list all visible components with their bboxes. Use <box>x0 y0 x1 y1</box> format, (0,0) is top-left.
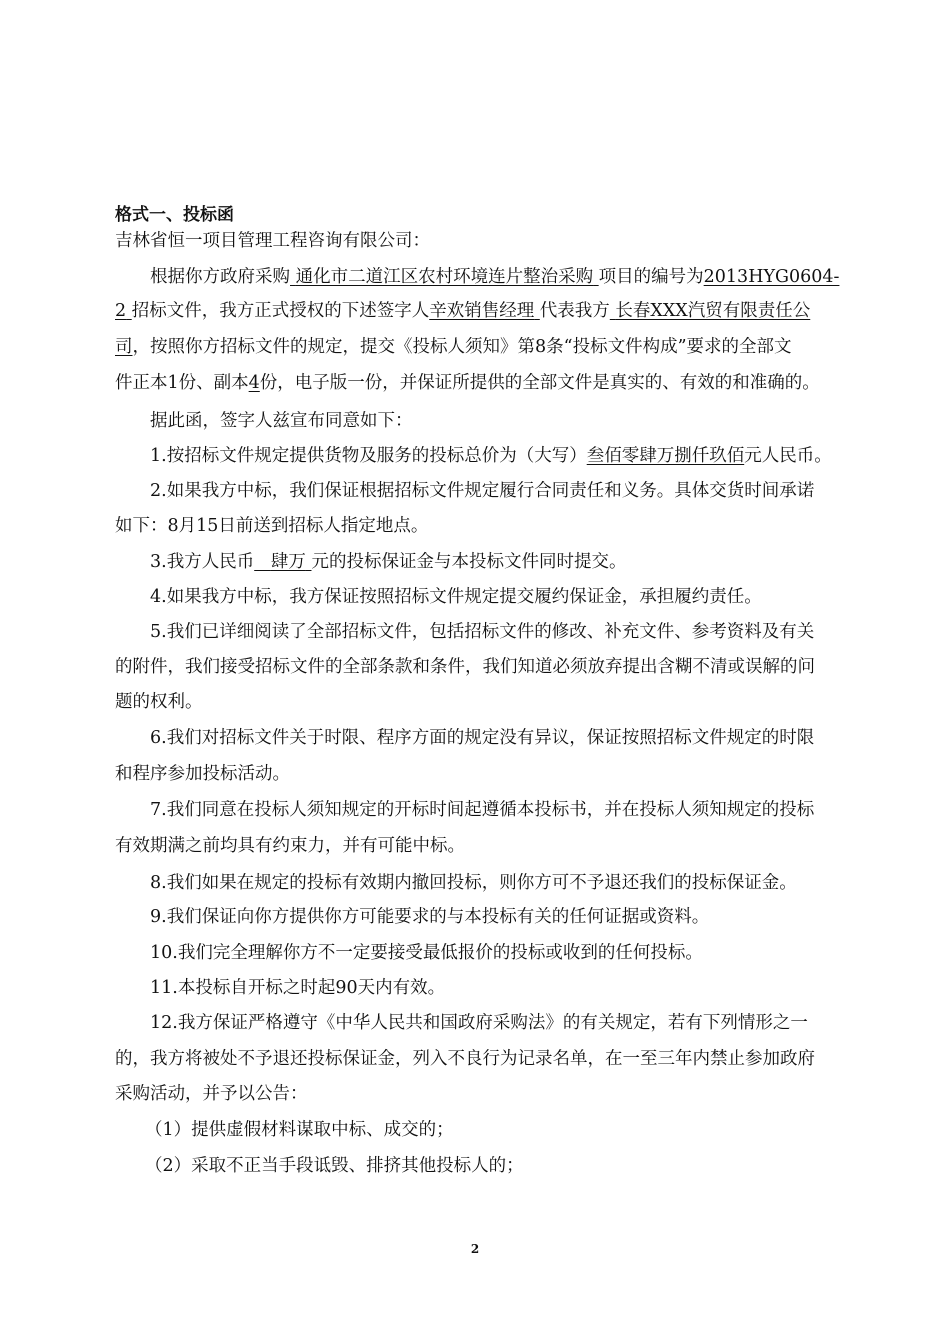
addressee: 吉林省恒一项目管理工程咨询有限公司： <box>115 231 430 251</box>
item-4: 4.如果我方中标，我方保证按照招标文件规定提交履约保证金，承担履约责任。 <box>150 587 762 607</box>
item-12-line-2: 的，我方将被处不予退还投标保证金，列入不良行为记录名单，在一至三年内禁止参加政府 <box>115 1049 815 1069</box>
intro-text: 份，电子版一份，并保证所提供的全部文件是真实的、有效的和准确的。 <box>259 373 820 393</box>
item-2-line-2: 如下：8月15日前送到招标人指定地点。 <box>115 516 429 536</box>
item-text: 元人民币。 <box>744 446 832 466</box>
item-5-line-2: 的附件，我们接受招标文件的全部条款和条件，我们知道必须放弃提出含糊不清或误解的问 <box>115 657 815 677</box>
item-2-line-1: 2.如果我方中标，我们保证根据招标文件规定履行合同责任和义务。具体交货时间承诺 <box>150 481 815 501</box>
project-number: 2013HYG0604- <box>703 267 840 287</box>
item-7-line-1: 7.我们同意在投标人须知规定的开标时间起遵循本投标书，并在投标人须知规定的投标 <box>150 800 815 820</box>
intro-text: 根据你方政府采购 <box>150 267 290 287</box>
intro-line-3 <box>115 336 792 358</box>
page-number: 2 <box>470 1242 480 1256</box>
item-12-line-3: 采购活动，并予以公告： <box>115 1084 308 1104</box>
item-text: 3.我方人民币 <box>150 552 255 572</box>
item-5-line-1: 5.我们已详细阅读了全部招标文件，包括招标文件的修改、补充文件、参考资料及有关 <box>150 622 815 642</box>
item-6-line-2: 和程序参加投标活动。 <box>115 764 290 784</box>
company-name: 长春XXX汽贸有限责任公 <box>615 301 811 321</box>
item-9: 9.我们保证向你方提供你方可能要求的与本投标有关的任何证据或资料。 <box>150 907 710 927</box>
item-1 <box>150 445 832 467</box>
item-5-line-3: 题的权利。 <box>115 692 203 712</box>
intro-text: 件正本1份、副本 <box>115 373 249 393</box>
item-10: 10.我们完全理解你方不一定要接受最低报价的投标或收到的任何投标。 <box>150 943 703 963</box>
page-title: 格式一、投标函 <box>115 205 234 225</box>
item-12-line-1: 12.我方保证严格遵守《中华人民共和国政府采购法》的有关规定，若有下列情形之一 <box>150 1013 808 1033</box>
company-name-cont: 司 <box>115 337 133 357</box>
intro-text: ，按照你方招标文件的规定，提交《投标人须知》第8条“投标文件构成”要求的全部文 <box>132 337 792 357</box>
sub-item-1: （1）提供虚假材料谋取中标、成交的； <box>145 1120 454 1140</box>
item-3 <box>150 551 626 573</box>
project-number-cont: 2 <box>115 301 127 321</box>
sub-item-2: （2）采取不正当手段诋毁、排挤其他投标人的； <box>145 1156 524 1176</box>
declaration: 据此函，签字人兹宣布同意如下： <box>150 411 413 431</box>
item-text: 1.按招标文件规定提供货物及服务的投标总价为（大写） <box>150 446 587 466</box>
project-name: 通化市二道江区农村环境连片整治采购 <box>295 267 594 287</box>
deposit-amount: 肆万 <box>270 552 306 572</box>
intro-text: 代表我方 <box>539 301 610 321</box>
item-7-line-2: 有效期满之前均具有约束力，并有可能中标。 <box>115 836 465 856</box>
item-text: 元的投标保证金与本投标文件同时提交。 <box>311 552 627 572</box>
signatory: 辛欢销售经理 <box>429 301 535 321</box>
item-6-line-1: 6.我们对招标文件关于时限、程序方面的规定没有异议，保证按照招标文件规定的时限 <box>150 728 815 748</box>
intro-line-1 <box>150 266 839 288</box>
item-11: 11.本投标自开标之时起90天内有效。 <box>150 978 446 998</box>
intro-text: 招标文件，我方正式授权的下述签字人 <box>131 301 430 321</box>
intro-text: 项目的编号为 <box>598 267 704 287</box>
intro-line-2 <box>115 300 810 322</box>
copies-count: 4 <box>248 373 260 393</box>
total-price: 叁佰零肆万捌仟玖佰 <box>586 446 745 466</box>
item-8: 8.我们如果在规定的投标有效期内撤回投标，则你方可不予退还我们的投标保证金。 <box>150 873 797 893</box>
intro-line-4 <box>115 372 820 394</box>
